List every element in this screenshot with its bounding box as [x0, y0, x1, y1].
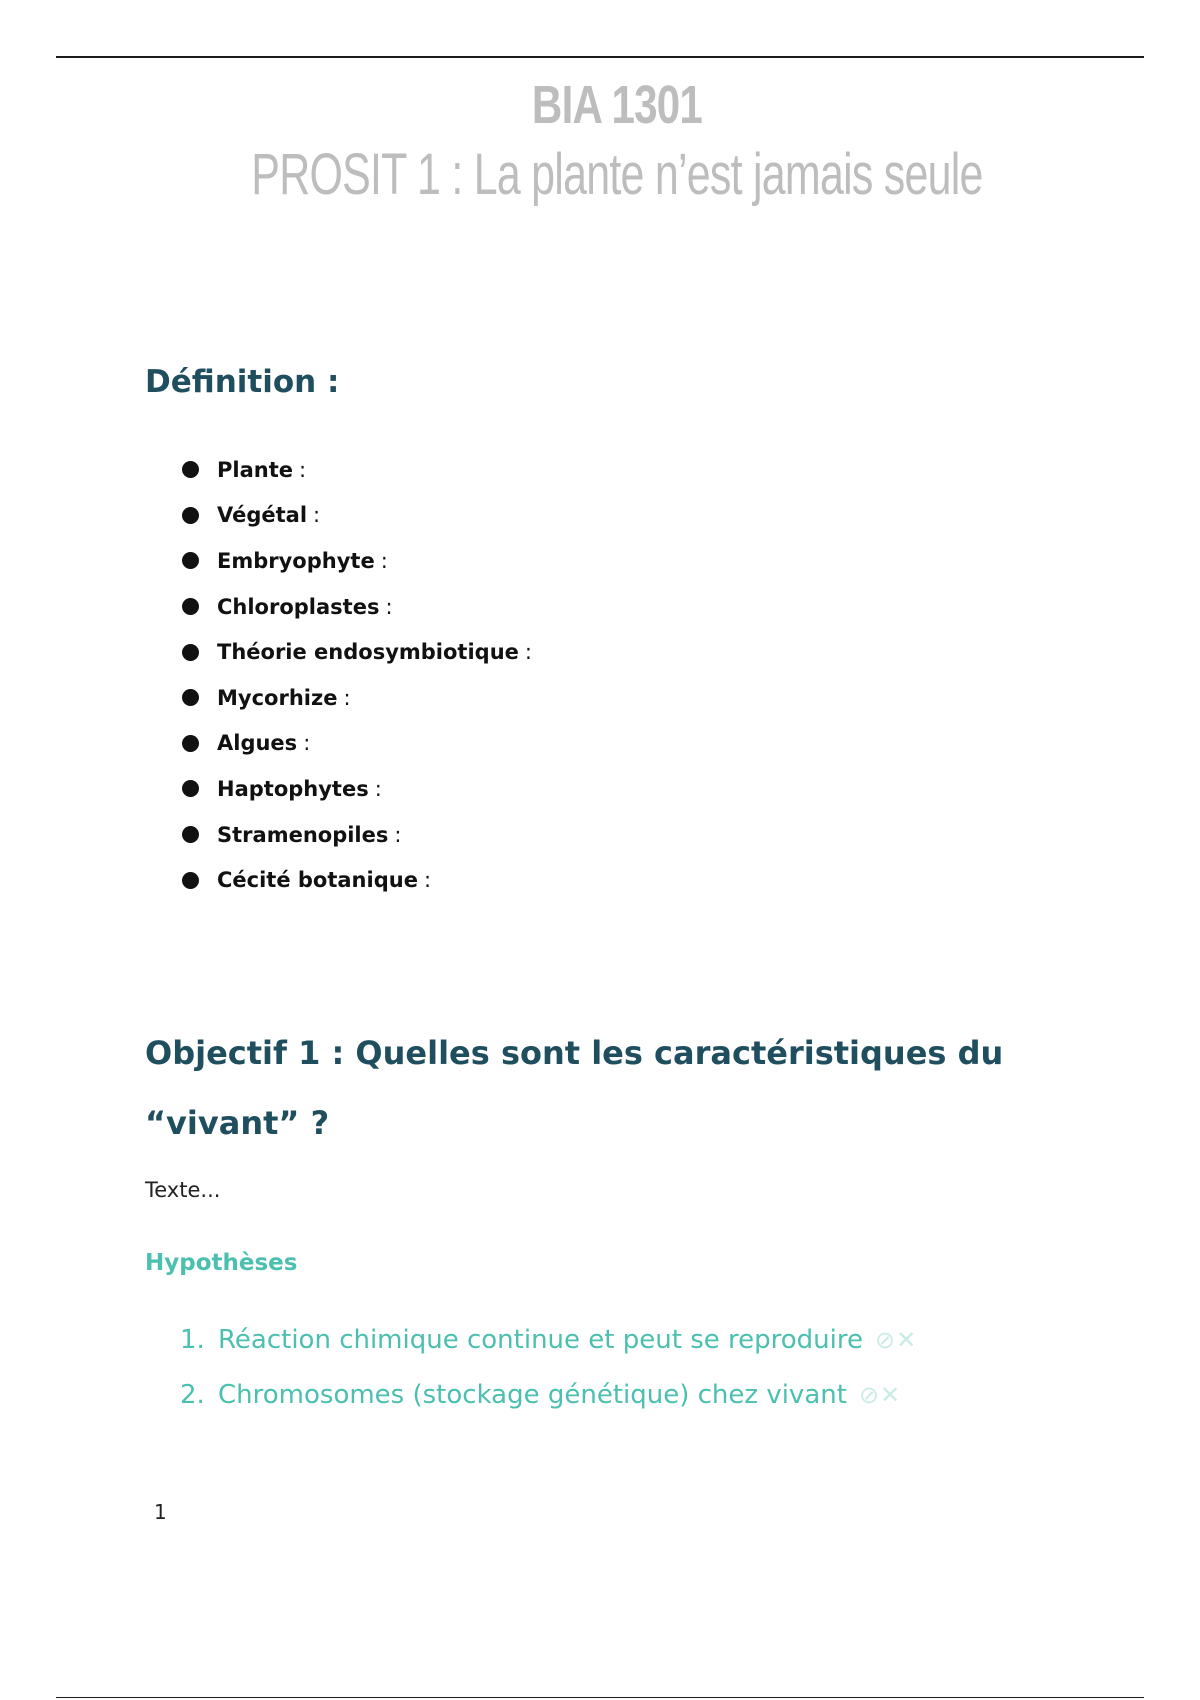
definition-term: Cécité botanique [217, 868, 418, 893]
definition-term: Embryophyte [217, 548, 375, 573]
definition-term: Chloroplastes [217, 594, 380, 619]
definition-item-mycorhize [182, 675, 532, 721]
definition-term: Théorie endosymbiotique [217, 640, 519, 665]
hypothesis-text: Chromosomes (stockage génétique) chez vivant [218, 1379, 847, 1410]
definition-colon: : [299, 457, 307, 482]
definition-item-plante [182, 447, 532, 493]
bottom-divider [56, 1697, 1144, 1698]
hypothesis-text: Réaction chimique continue et peut se reproduire [218, 1324, 863, 1355]
definition-term: Algues [217, 731, 298, 756]
top-divider [56, 56, 1144, 58]
definition-colon: : [374, 776, 382, 801]
definition-item-vegetal [182, 493, 532, 539]
definition-item-cecite-botanique [182, 857, 532, 903]
bullet-icon [182, 735, 199, 752]
bullet-icon [182, 826, 199, 843]
bullet-icon [182, 644, 199, 661]
hypothesis-number: 2. [180, 1379, 205, 1410]
hypothesis-number: 1. [180, 1324, 205, 1355]
definition-colon: : [313, 503, 321, 528]
definition-term: Haptophytes [217, 776, 369, 801]
definition-item-haptophytes [182, 766, 532, 812]
hypotheses-heading: Hypothèses [145, 1250, 298, 1276]
bullet-icon [182, 780, 199, 797]
definition-colon: : [380, 548, 388, 573]
bullet-icon [182, 552, 199, 569]
objective-1-heading: Objectif 1 : Quelles sont les caractéristiques du “vivant” ? [145, 1034, 1004, 1142]
definition-colon: : [423, 868, 432, 893]
definition-item-embryophyte [182, 538, 532, 584]
bullet-icon [182, 507, 199, 524]
page-number: 1 [154, 1500, 167, 1524]
definition-list [182, 447, 532, 903]
definition-colon: : [524, 640, 532, 665]
definition-colon: : [385, 594, 393, 619]
definition-term: Plante [217, 457, 293, 482]
hypothesis-item [180, 1312, 917, 1367]
definition-item-stramenopiles [182, 812, 532, 858]
definition-term: Stramenopiles [217, 822, 389, 847]
objective-1-body-text: Texte... [145, 1178, 221, 1202]
hypothesis-status-icon: ⊘✕ [858, 1380, 902, 1409]
hypotheses-list [180, 1312, 917, 1422]
definition-item-theorie-endosymbiotique [182, 629, 532, 675]
definition-colon: : [394, 822, 402, 847]
definition-term: Végétal [217, 503, 308, 528]
definition-item-algues [182, 721, 532, 767]
definition-item-chloroplastes [182, 584, 532, 630]
bullet-icon [182, 689, 199, 706]
document-subtitle: PROSIT 1 : La plante n’est jamais seule [251, 142, 983, 207]
hypothesis-item [180, 1367, 917, 1422]
document-title: BIA 1301 [531, 75, 703, 135]
bullet-icon [182, 598, 199, 615]
definition-heading: Définition : [145, 364, 340, 400]
definition-colon: : [303, 731, 311, 756]
title-block [56, 70, 1178, 210]
definition-term: Mycorhize [217, 685, 338, 710]
hypothesis-status-icon: ⊘✕ [874, 1325, 918, 1354]
bullet-icon [182, 872, 199, 889]
definition-colon: : [343, 685, 351, 710]
bullet-icon [182, 461, 199, 478]
